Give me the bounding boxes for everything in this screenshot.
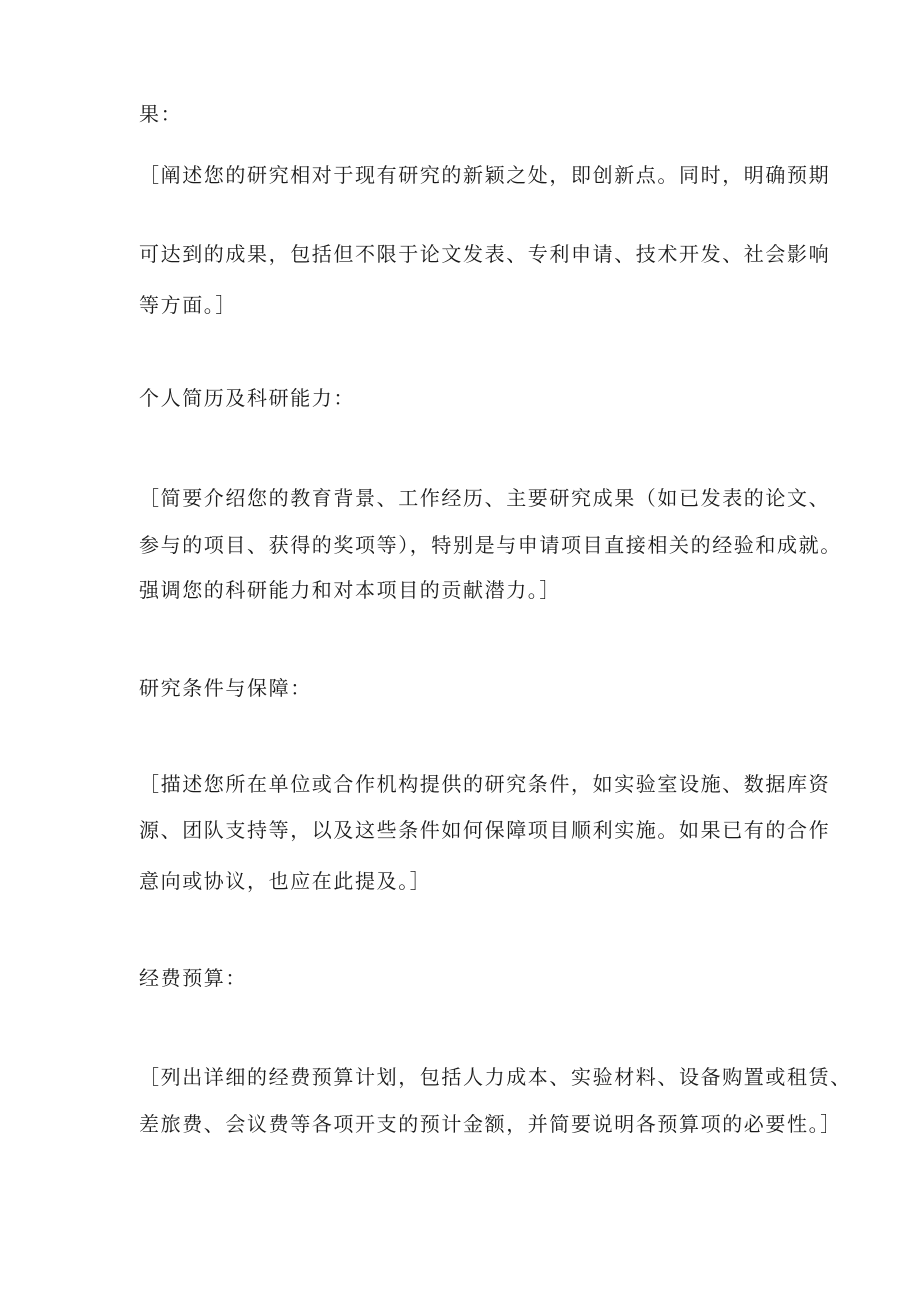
section-heading: 个人简历及科研能力： bbox=[139, 386, 355, 410]
paragraph-line: 差旅费、会议费等各项开支的预计金额，并简要说明各预算项的必要性。］ bbox=[139, 1112, 842, 1136]
paragraph-line: ［描述您所在单位或合作机构提供的研究条件，如实验室设施、数据库资 bbox=[139, 772, 831, 796]
paragraph-line: 源、团队支持等，以及这些条件如何保障项目顺利实施。如果已有的合作 bbox=[139, 818, 831, 842]
paragraph-line: ［阐述您的研究相对于现有研究的新颖之处，即创新点。同时，明确预期 bbox=[139, 163, 831, 187]
paragraph-line: 强调您的科研能力和对本项目的贡献潜力。］ bbox=[139, 578, 561, 602]
paragraph-line: 等方面。］ bbox=[139, 293, 237, 317]
section-heading: 研究条件与保障： bbox=[139, 676, 312, 700]
section-heading: 经费预算： bbox=[139, 966, 247, 990]
paragraph-line: ［简要介绍您的教育背景、工作经历、主要研究成果（如已发表的论文、 bbox=[139, 486, 831, 510]
paragraph-line: ［列出详细的经费预算计划，包括人力成本、实验材料、设备购置或租赁、 bbox=[139, 1065, 852, 1089]
paragraph-line: 意向或协议，也应在此提及。］ bbox=[139, 869, 432, 893]
section-heading-continuation: 果： bbox=[139, 102, 183, 126]
paragraph-line: 参与的项目、获得的奖项等），特别是与申请项目直接相关的经验和成就。 bbox=[139, 533, 842, 557]
paragraph-line: 可达到的成果，包括但不限于论文发表、专利申请、技术开发、社会影响 bbox=[139, 242, 831, 266]
